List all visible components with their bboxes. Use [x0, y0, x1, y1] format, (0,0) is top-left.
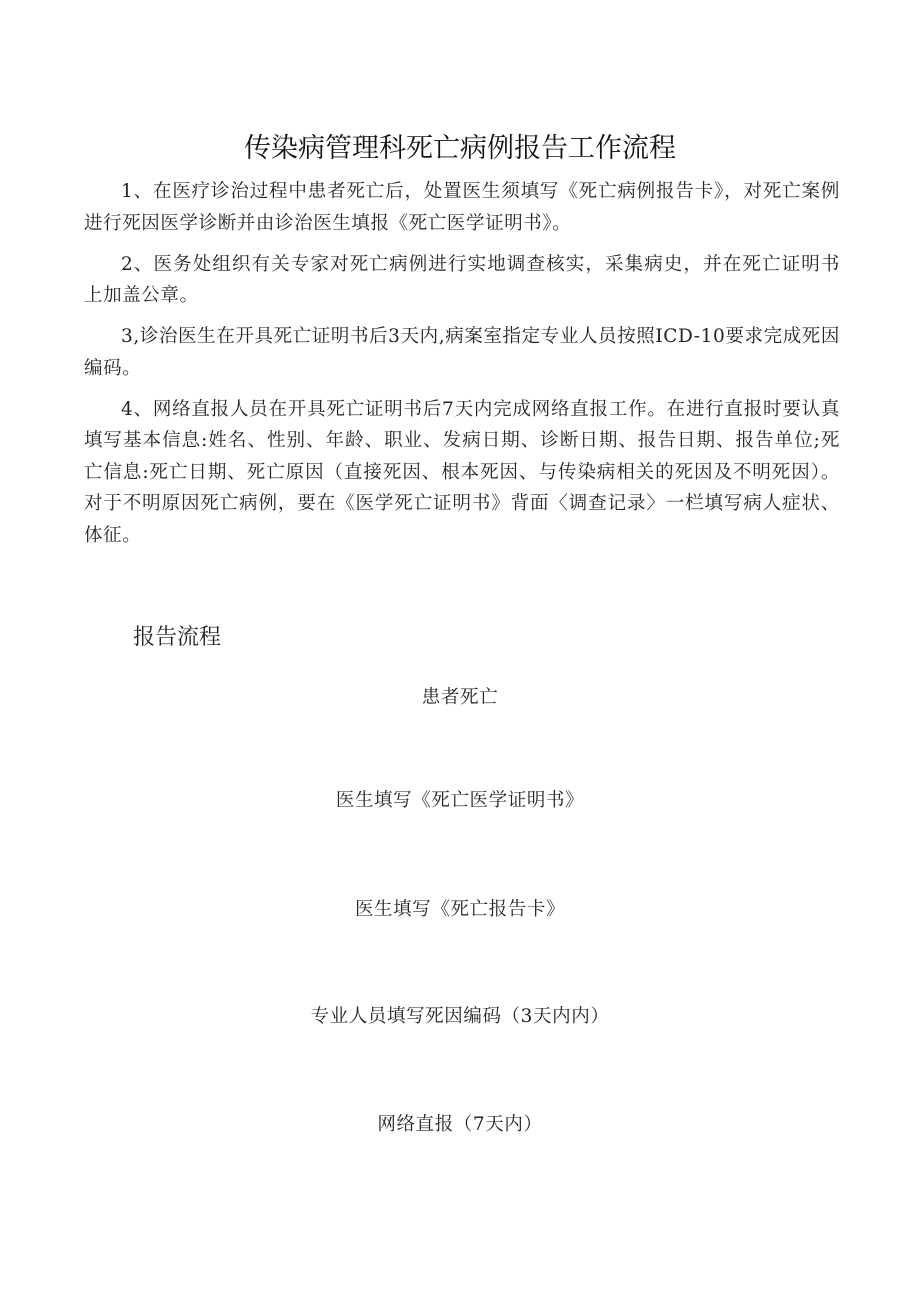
flow-step-cause-coding: 专业人员填写死因编码（3天内内）	[310, 1006, 610, 1027]
flow-heading: 报告流程	[133, 625, 222, 650]
flow-step-patient-death: 患者死亡	[421, 687, 499, 708]
document-title: 传染病管理科死亡病例报告工作流程	[244, 133, 676, 164]
flow-step-death-certificate: 医生填写《死亡医学证明书》	[335, 790, 585, 811]
paragraph-2: 2、医务处组织有关专家对死亡病例进行实地调查核实，采集病史，并在死亡证明书上加盖公章。	[84, 253, 840, 306]
paragraph-1: 1、在医疗诊治过程中患者死亡后，处置医生须填写《死亡病例报告卡》，对死亡案例进行死因医学诊断并由诊治医生填报《死亡医学证明书》。	[84, 181, 840, 234]
flow-step-online-report: 网络直报（7天内）	[377, 1114, 543, 1135]
document-body	[84, 176, 840, 561]
flow-step-death-report-card: 医生填写《死亡报告卡》	[354, 899, 566, 920]
paragraph-4: 4、网络直报人员在开具死亡证明书后7天内完成网络直报工作。在进行直报时要认真填写基本信息:姓名、性别、年龄、职业、发病日期、诊断日期、报告日期、报告单位;死亡信息:死亡日期、死亡原因（直接死因、根本死因、与传染病相关的死因及不明死因）。对于不明原因死亡病例，要在《医学死亡证明书》背面〈调查记录〉一栏填写病人症状、体征。	[84, 398, 840, 546]
paragraph-3: 3,诊治医生在开具死亡证明书后3天内,病案室指定专业人员按照ICD-10要求完成死因编码。	[84, 326, 840, 379]
